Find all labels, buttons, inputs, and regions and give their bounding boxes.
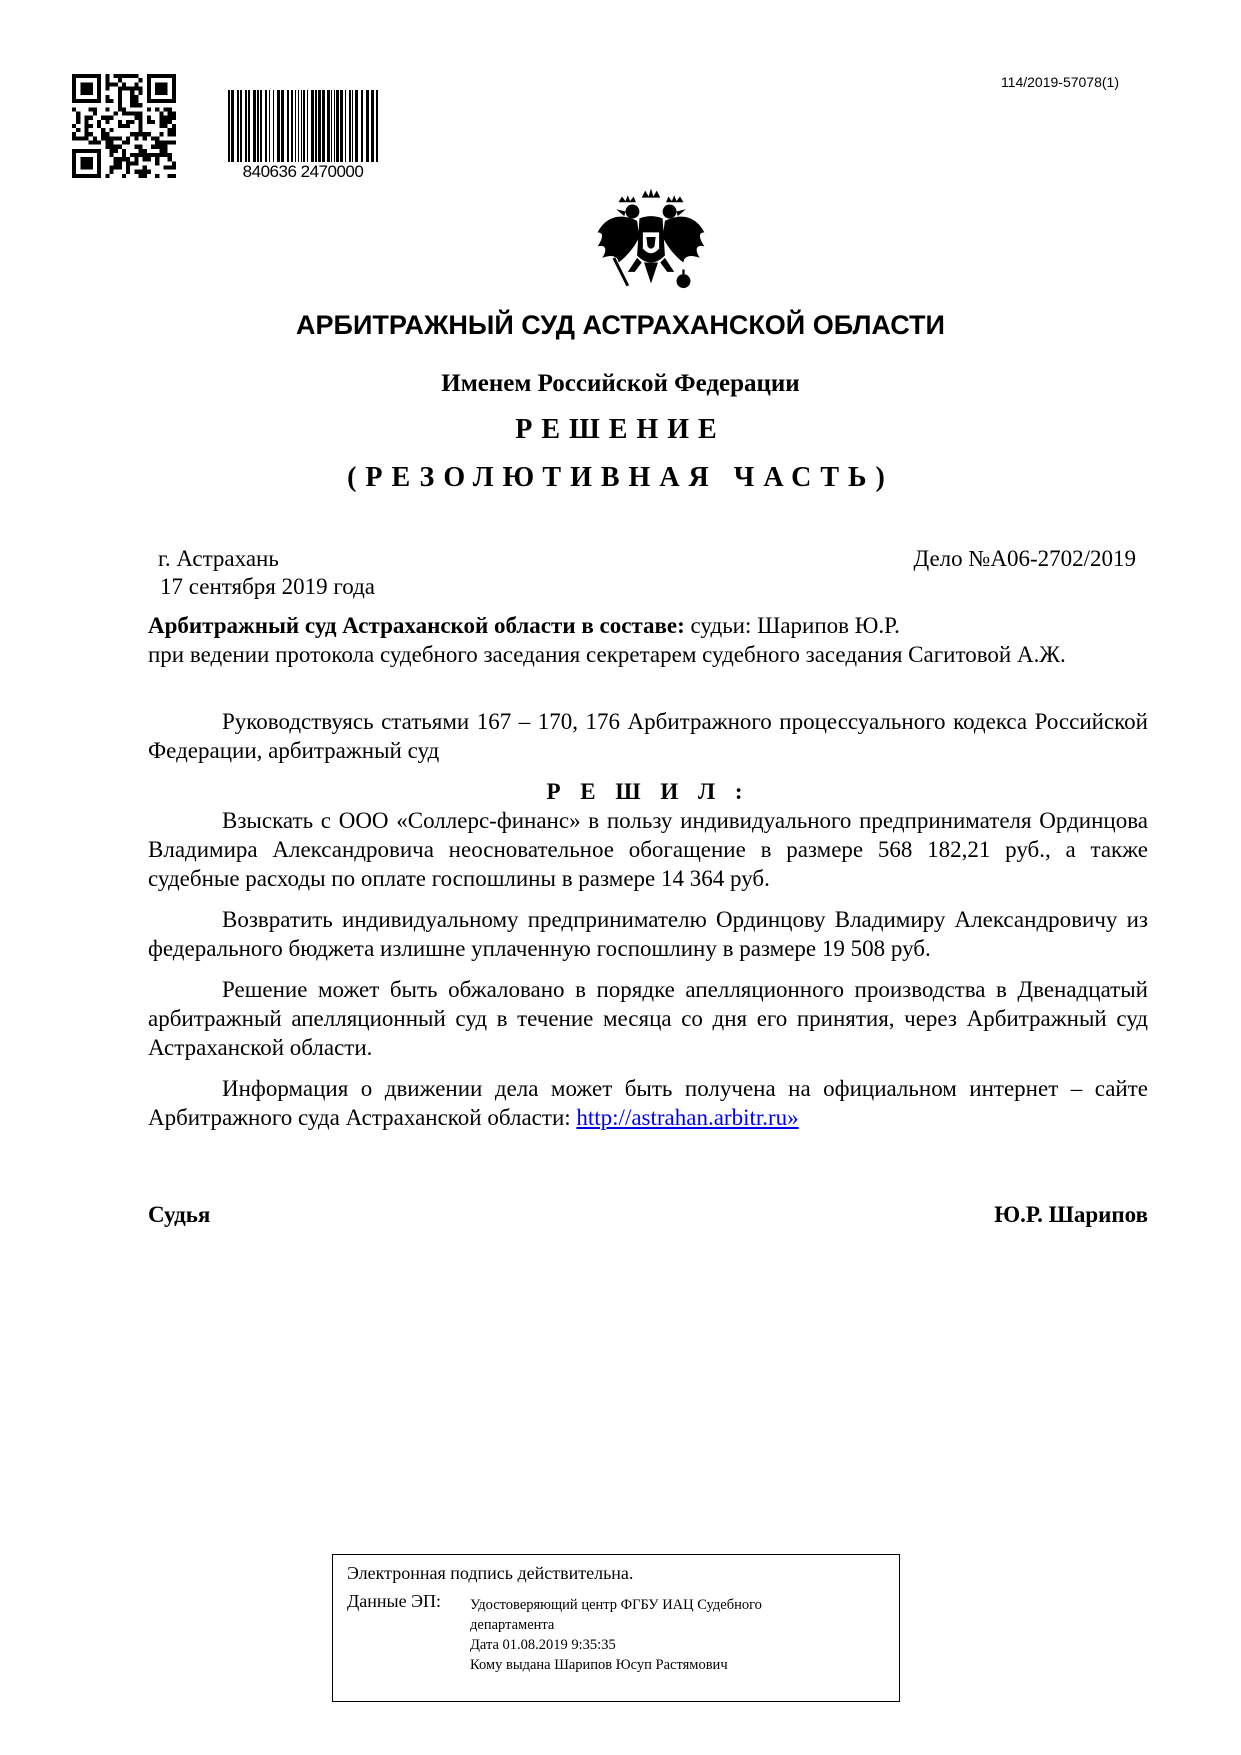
electronic-signature-box bbox=[332, 1554, 900, 1702]
signature-data-label: Данные ЭП: bbox=[347, 1591, 441, 1611]
paragraph-refund: Возвратить индивидуальному предпринимателю Ординцову Владимиру Александровичу из федерального бюджета излишне уплаченную госпошлину в размере 19 508 руб. bbox=[148, 907, 1148, 961]
decision-date: 17 сентября 2019 года bbox=[160, 574, 375, 599]
case-number: Дело №А06-2702/2019 bbox=[913, 546, 1136, 571]
signature-issuer-cont: департамента bbox=[470, 1617, 555, 1633]
document-number: 114/2019-57078(1) bbox=[1000, 74, 1119, 90]
barcode-number: 840636 2470000 bbox=[242, 162, 364, 181]
barcode-bars bbox=[228, 90, 378, 162]
qr-code bbox=[72, 74, 176, 178]
judge-name: Ю.Р. Шарипов bbox=[994, 1202, 1148, 1227]
resolution-heading: (РЕЗОЛЮТИВНАЯ ЧАСТЬ) bbox=[347, 462, 894, 493]
composition-bold: Арбитражный суд Астраханской области в составе: bbox=[148, 613, 685, 638]
resolved-heading: Р Е Ш И Л : bbox=[546, 779, 750, 804]
signature-issuer: Удостоверяющий центр ФГБУ ИАЦ Судебного bbox=[470, 1597, 762, 1613]
paragraph-recovery: Взыскать с ООО «Соллерс-финанс» в пользу индивидуального предпринимателя Ординцова Владимира Александровича неосновательное обогащение в размере 568 182,21 руб., а также судебные расходы по оплате госпошлины в размере 14 364 руб. bbox=[148, 808, 1148, 891]
info-text: Информация о движении дела может быть получена на официальном интернет – сайте Арбитражного суда Астраханской области: bbox=[148, 1076, 1148, 1130]
protocol-line: при ведении протокола судебного заседания секретарем судебного заседания Сагитовой А.Ж. bbox=[148, 642, 1066, 667]
judge-label: Судья bbox=[148, 1202, 211, 1227]
guided-paragraph: Руководствуясь статьями 167 – 170, 176 Арбитражного процессуального кодекса Российской Федерации, арбитражный суд bbox=[148, 709, 1148, 763]
signature-valid-text: Электронная подпись действительна. bbox=[347, 1563, 634, 1583]
court-title: АРБИТРАЖНЫЙ СУД АСТРАХАНСКОЙ ОБЛАСТИ bbox=[296, 310, 945, 340]
barcode bbox=[228, 90, 378, 186]
coat-of-arms-icon bbox=[593, 186, 709, 302]
decision-heading: РЕШЕНИЕ bbox=[515, 414, 726, 445]
court-composition bbox=[148, 611, 1148, 640]
composition-judge: судьи: Шарипов Ю.Р. bbox=[684, 613, 900, 638]
name-of-federation: Именем Российской Федерации bbox=[441, 370, 800, 397]
signature-owner: Кому выдана Шарипов Юсуп Растямович bbox=[470, 1657, 728, 1673]
paragraph-info bbox=[148, 1074, 1148, 1132]
city: г. Астрахань bbox=[158, 546, 279, 571]
decision-body bbox=[148, 611, 1148, 1132]
court-website-link[interactable]: http://astrahan.arbitr.ru» bbox=[576, 1105, 799, 1130]
paragraph-appeal: Решение может быть обжаловано в порядке апелляционного производства в Двенадцатый арбитражный апелляционный суд в течение месяца со дня его принятия, через Арбитражный суд Астраханской области. bbox=[148, 977, 1148, 1060]
signature-details bbox=[470, 1595, 762, 1675]
signature-date: Дата 01.08.2019 9:35:35 bbox=[470, 1637, 616, 1653]
